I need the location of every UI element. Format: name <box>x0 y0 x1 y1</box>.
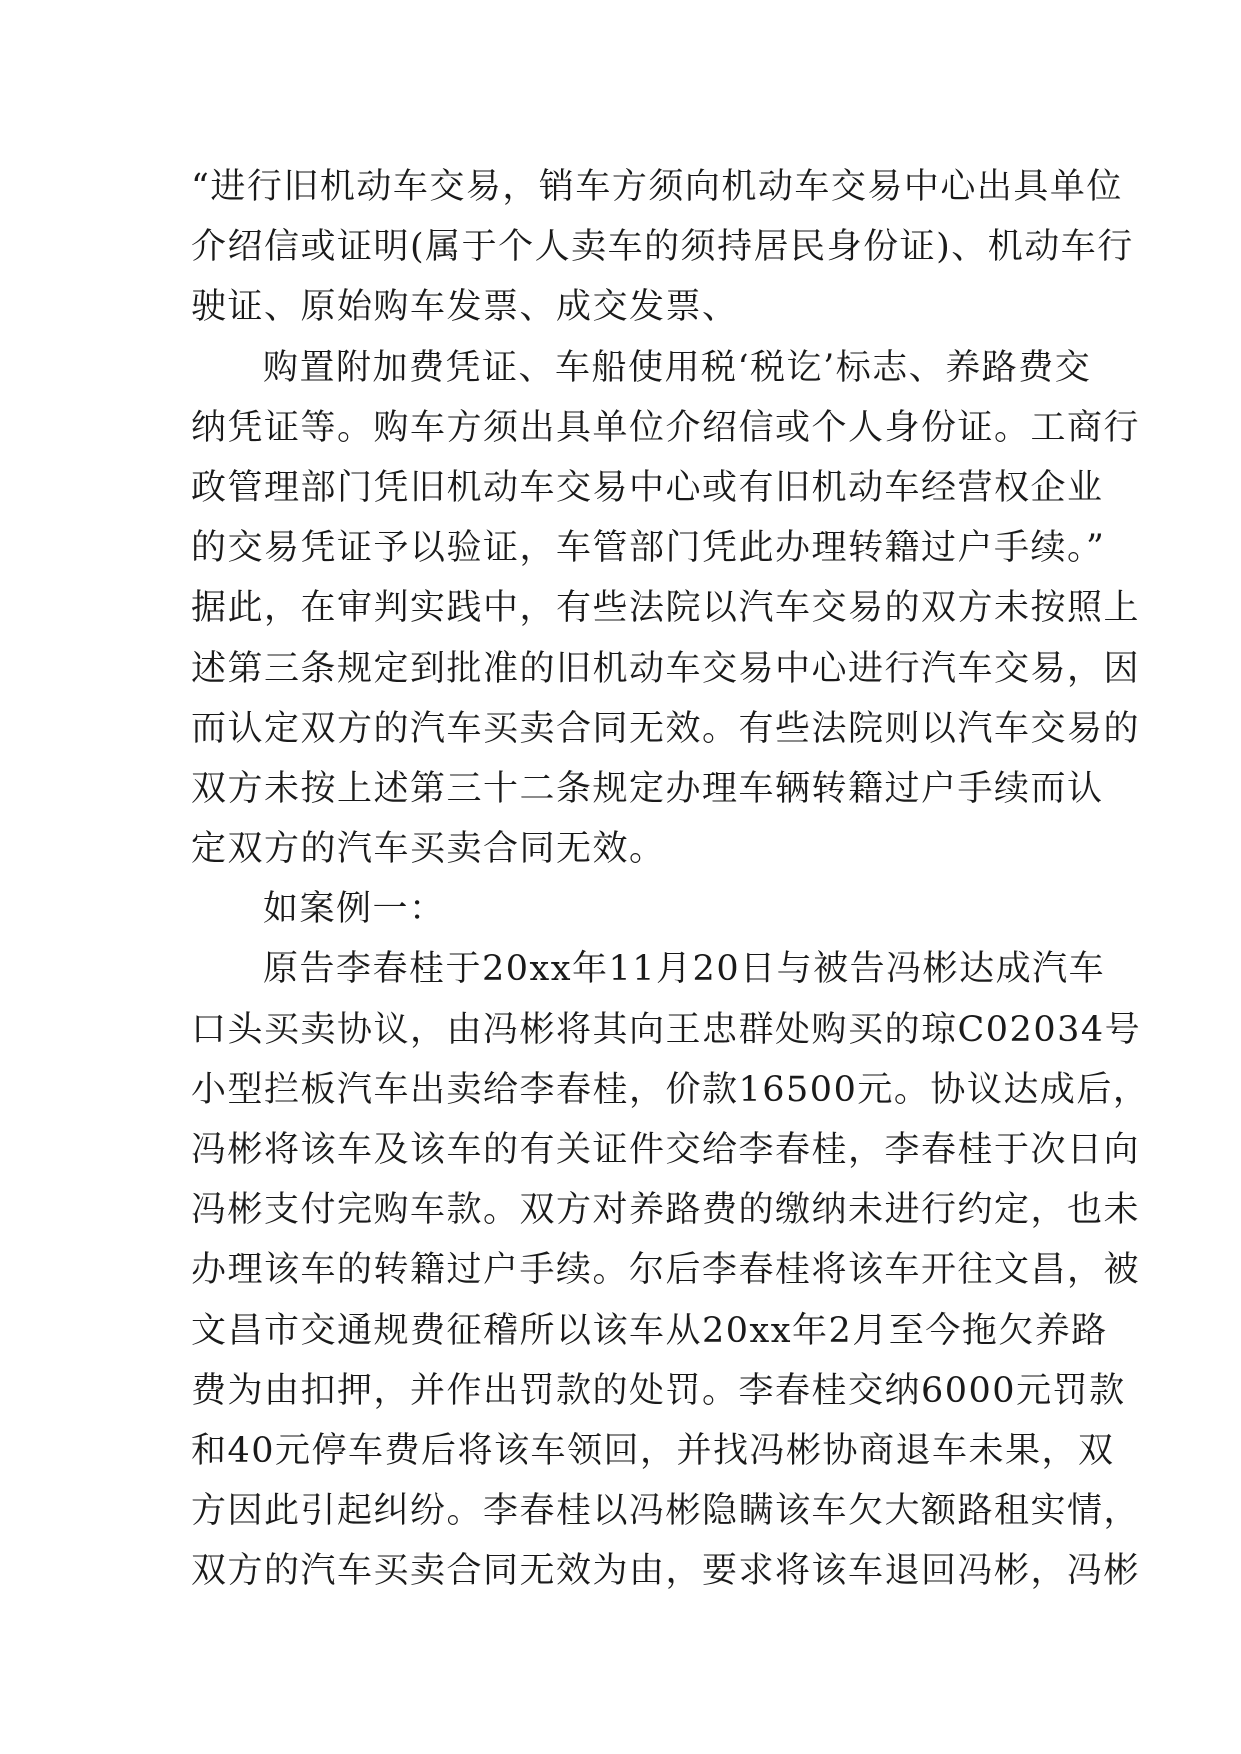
text-line: 口头买卖协议，由冯彬将其向王忠群处购买的琼C02034号 <box>191 1009 1142 1050</box>
text-line: 和40元停车费后将该车领回，并找冯彬协商退车未果，双 <box>191 1430 1115 1471</box>
text-line: 购置附加费凭证、车船使用税‘税讫’标志、养路费交 <box>263 347 1092 388</box>
text-line: 据此，在审判实践中，有些法院以汽车交易的双方未按照上 <box>191 588 1141 629</box>
text-line: 费为由扣押，并作出罚款的处罚。李春桂交纳6000元罚款 <box>191 1370 1126 1411</box>
text-line: “进行旧机动车交易，销车方须向机动车交易中心出具单位 <box>191 167 1123 207</box>
body-text <box>191 157 1150 1602</box>
text-line: 纳凭证等。购车方须出具单位介绍信或个人身份证。工商行 <box>191 407 1141 448</box>
text-line: 述第三条规定到批准的旧机动车交易中心进行汽车交易，因 <box>191 648 1141 689</box>
text-line: 驶证、原始购车发票、成交发票、 <box>191 287 739 328</box>
text-line: 方因此引起纠纷。李春桂以冯彬隐瞒该车欠大额路租实情， <box>191 1491 1141 1532</box>
text-line: 如案例一： <box>263 889 446 930</box>
text-line: 政管理部门凭旧机动车交易中心或有旧机动车经营权企业 <box>191 467 1104 508</box>
text-line: 文昌市交通规费征稽所以该车从20xx年2月至今拖欠养路 <box>191 1310 1108 1351</box>
text-line: 双方的汽车买卖合同无效为由，要求将该车退回冯彬，冯彬 <box>191 1551 1141 1592</box>
text-line: 双方未按上述第三十二条规定办理车辆转籍过户手续而认 <box>191 768 1104 809</box>
text-line: 的交易凭证予以验证，车管部门凭此办理转籍过户手续。” <box>191 528 1106 569</box>
text-line: 而认定双方的汽车买卖合同无效。有些法院则以汽车交易的 <box>191 708 1141 749</box>
text-line: 介绍信或证明(属于个人卖车的须持居民身份证)、机动车行 <box>191 227 1134 268</box>
text-line: 定双方的汽车买卖合同无效。 <box>191 829 666 870</box>
text-line: 冯彬支付完购车款。双方对养路费的缴纳未进行约定，也未 <box>191 1190 1141 1231</box>
text-line: 冯彬将该车及该车的有关证件交给李春桂，李春桂于次日向 <box>191 1130 1141 1170</box>
text-line: 办理该车的转籍过户手续。尔后李春桂将该车开往文昌，被 <box>191 1250 1141 1291</box>
text-line: 原告李春桂于20xx年11月20日与被告冯彬达成汽车 <box>263 949 1106 990</box>
text-line: 小型拦板汽车出卖给李春桂，价款16500元。协议达成后， <box>191 1069 1150 1110</box>
